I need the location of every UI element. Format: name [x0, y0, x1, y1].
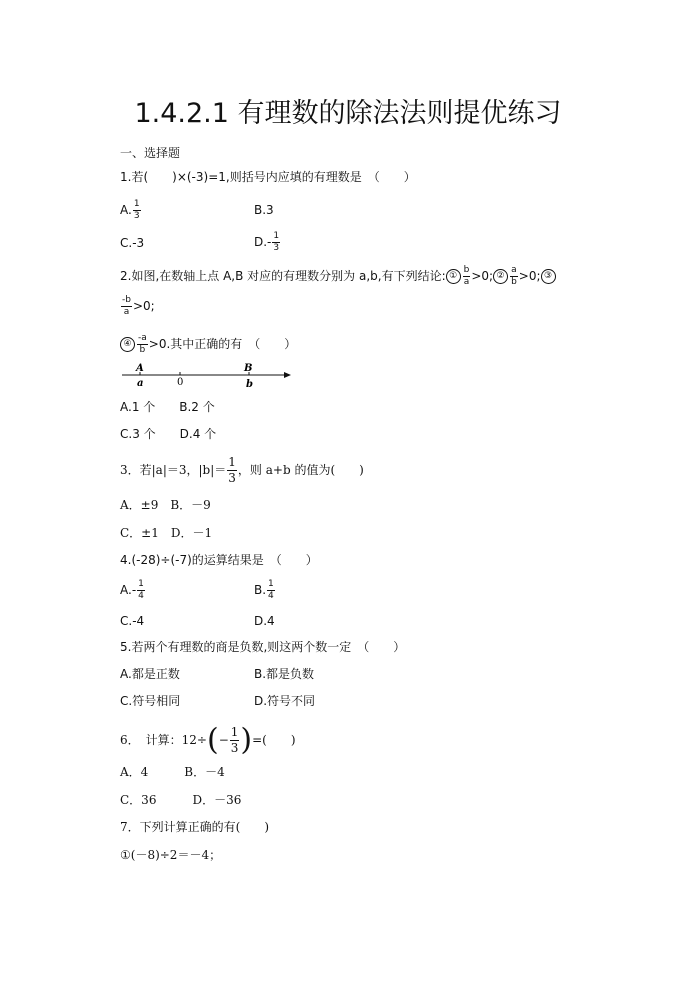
q4-option-d: D.4	[254, 614, 275, 628]
circled-number: ③	[541, 269, 556, 284]
value-a-label: a	[137, 378, 144, 389]
circled-number: ④	[120, 337, 135, 352]
q3-options-ab: A．±9 B．－9	[120, 498, 211, 512]
q5-option-c: C.符号相同	[120, 694, 181, 708]
q4-option-b: B. $\frac{1}{4}$	[254, 579, 274, 601]
fraction: $\frac{1}{3}$	[133, 199, 140, 221]
q1-option-c: C.-3	[120, 236, 145, 250]
fraction: $\frac{1}{4}$	[138, 579, 144, 601]
close-paren: )	[240, 722, 253, 758]
q4-option-a: A.- $\frac{1}{4}$	[120, 579, 144, 601]
open-paren: (	[206, 722, 219, 758]
q3-options-cd: C．±1 D．－1	[120, 526, 213, 540]
q2-options-ab: A.1 个 B.2 个	[120, 400, 215, 414]
page-title: 1.4.2.1 有理数的除法法则提优练习	[134, 98, 562, 129]
q1-option-d: D.- $\frac{1}{3}$	[254, 231, 280, 253]
q6-stem: 6． 计算：12÷(− $\frac{1}{3}$ )=( )	[120, 722, 296, 758]
fraction: $\frac{a}{b}$	[511, 265, 517, 287]
zero-label: 0	[177, 377, 184, 388]
point-b-label: B	[244, 363, 253, 374]
q2-conclusion-4: ④ $\frac{-a}{b}$ >0.其中正确的有 （ ）	[120, 334, 296, 355]
q4-option-c: C.-4	[120, 614, 145, 628]
q5-option-b: B.都是负数	[254, 667, 315, 681]
q5-option-a: A.都是正数	[120, 667, 180, 681]
q5-option-d: D.符号不同	[254, 694, 316, 708]
q1-stem: 1.若( )×(-3)=1,则括号内应填的有理数是 （ ）	[120, 170, 416, 184]
fraction: $\frac{1}{3}$	[230, 725, 239, 755]
value-b-label: b	[246, 379, 253, 390]
q6-options-cd: C．36 D．－36	[120, 793, 242, 807]
q2-conclusion-3: $\frac{-b}{a}$ >0;	[122, 295, 155, 317]
fraction: $\frac{b}{a}$	[463, 265, 470, 287]
q1-option-b: B.3	[254, 203, 274, 217]
fraction: $\frac{1}{3}$	[228, 455, 236, 485]
arrow-head-icon	[284, 372, 291, 378]
fraction: $\frac{-a}{b}$	[138, 333, 147, 355]
q4-stem: 4.(-28)÷(-7)的运算结果是 （ ）	[120, 553, 318, 567]
fraction: $\frac{-b}{a}$	[122, 295, 131, 317]
q3-stem: 3．若|a|＝3，|b|＝ $\frac{1}{3}$ ，则 a+b 的值为( )	[120, 455, 364, 485]
q2-stem: 2.如图,在数轴上点 A,B 对应的有理数分别为 a,b,有下列结论: ① $\frac{b}{a}$ >0; ② $\frac{a}{b}$ >0; ③	[120, 266, 557, 287]
point-a-label: A	[136, 363, 144, 374]
circled-number: ②	[493, 269, 508, 284]
section-heading: 一、选择题	[120, 146, 181, 160]
q5-stem: 5.若两个有理数的商是负数,则这两个数一定 （ ）	[120, 640, 406, 654]
q7-item-1: ①(－8)÷2＝－4；	[120, 848, 222, 862]
fraction: $\frac{1}{3}$	[273, 231, 280, 253]
circled-number: ①	[446, 269, 461, 284]
q6-options-ab: A．4 B．－4	[120, 765, 225, 779]
q7-stem: 7．下列计算正确的有( )	[120, 820, 269, 834]
fraction: $\frac{1}{4}$	[268, 579, 274, 601]
q1-option-a: A. $\frac{1}{3}$	[120, 199, 140, 221]
number-line	[118, 360, 298, 392]
q2-options-cd: C.3 个 D.4 个	[120, 427, 217, 441]
